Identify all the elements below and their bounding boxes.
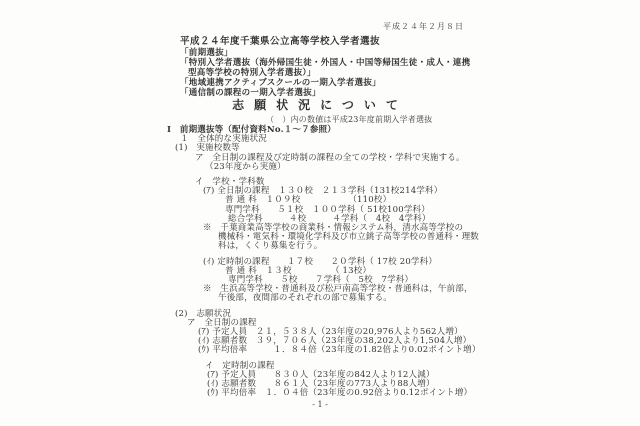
body-line: ※ 千葉商業高等学校の商業科・情報システム科，清水高等学校の xyxy=(203,223,464,234)
page-number: - 1 - xyxy=(312,400,328,409)
parenthesis-note: （ ）内の数値は平成23年度前期入学者選抜 xyxy=(266,115,433,124)
body-line: (ｳ) 平均倍率 １．８４倍（23年度の1.82倍より0.02ポイント増） xyxy=(198,345,481,356)
body-line: 機械科・電気科・環境化学科及び市立銚子高等学校の普通科・理数 xyxy=(218,232,480,243)
body-line: 科は，くくり募集を行う。 xyxy=(218,241,323,252)
body-line: (ｲ) 志願者数 ３９，７０６人（23年度の38,202人より1,504人増） xyxy=(198,336,472,347)
body-line: イ 定時制の課程 xyxy=(205,360,275,371)
body-line: 午後部，夜間部のそれぞれの部で募集する。 xyxy=(218,293,393,304)
selection-type-line: 型高等学校の特別入学者選抜）」 xyxy=(188,68,316,78)
body-line: ア 全日制の課程 xyxy=(187,317,257,328)
document-date: 平成２４年２月８日 xyxy=(383,22,464,31)
document-body xyxy=(160,126,481,398)
selection-type-line: 「通信制の課程の一期入学者選抜」 xyxy=(180,88,321,98)
body-line: 専門学科 ５校 ７学科（ 5校 7学科） xyxy=(228,275,414,286)
body-line: 普 通 科 １０９校 （110校） xyxy=(225,195,392,206)
body-line: (ｲ) 志願者数 ８６１人（23年度の773人より88人増） xyxy=(207,379,435,390)
body-line: (ｱ) 全日制の課程 １３０校 ２１３学科（131校214学科） xyxy=(203,186,443,197)
body-line: (ｱ) 予定人員 ８３０人（23年度の842人より12人減） xyxy=(207,369,435,380)
body-line: ※ 生浜高等学校・普通科及び松戸南高等学校・普通科は，午前部， xyxy=(203,284,473,295)
selection-type-line: 「特別入学者選抜（海外帰国生徒・外国人・中国等帰国生徒・成人・連携 xyxy=(180,58,471,68)
selection-type-line: 「地域連携アクティブスクールの一期入学者選抜」 xyxy=(180,78,381,88)
body-line: (ｱ) 予定人員 ２１，５３８人（23年度の20,976人より562人増） xyxy=(198,327,463,338)
main-heading: 志願状況について xyxy=(232,98,408,112)
body-line: (ｳ) 平均倍率 １．０４倍（23年度の0.92倍より0.12ポイント増） xyxy=(207,388,473,399)
document-header xyxy=(180,36,470,98)
section-heading: Ⅰ 前期選抜等（配付資料No.１～７参照） xyxy=(167,125,336,135)
body-line: 普 通 科 １３校 （ 13校） xyxy=(225,265,372,276)
body-line: （23年度から実施） xyxy=(205,161,286,172)
body-line: ア 全日制の課程及び定時制の課程の全ての学校・学科で実施する。 xyxy=(195,152,465,163)
body-line: 総合学科 ４校 ４学科（ 4校 4学科） xyxy=(228,213,431,224)
body-line: (1) 実施校数等 xyxy=(175,143,240,154)
body-line: イ 学校・学科数 xyxy=(195,177,265,188)
body-line: (2) 志願状況 xyxy=(175,308,232,319)
selection-type-line: 「前期選抜」 xyxy=(180,48,233,58)
document-title: 平成２４年度千葉県公立高等学校入学者選抜 xyxy=(180,36,381,47)
body-line: (ｲ) 定時制の課程 １７校 ２０学科（ 17校 20学科） xyxy=(203,256,438,267)
body-line: 専門学科 ５１校 １００学科（ 51校100学科） xyxy=(225,204,430,215)
body-line: １ 全体的な実施状況 xyxy=(180,134,268,145)
